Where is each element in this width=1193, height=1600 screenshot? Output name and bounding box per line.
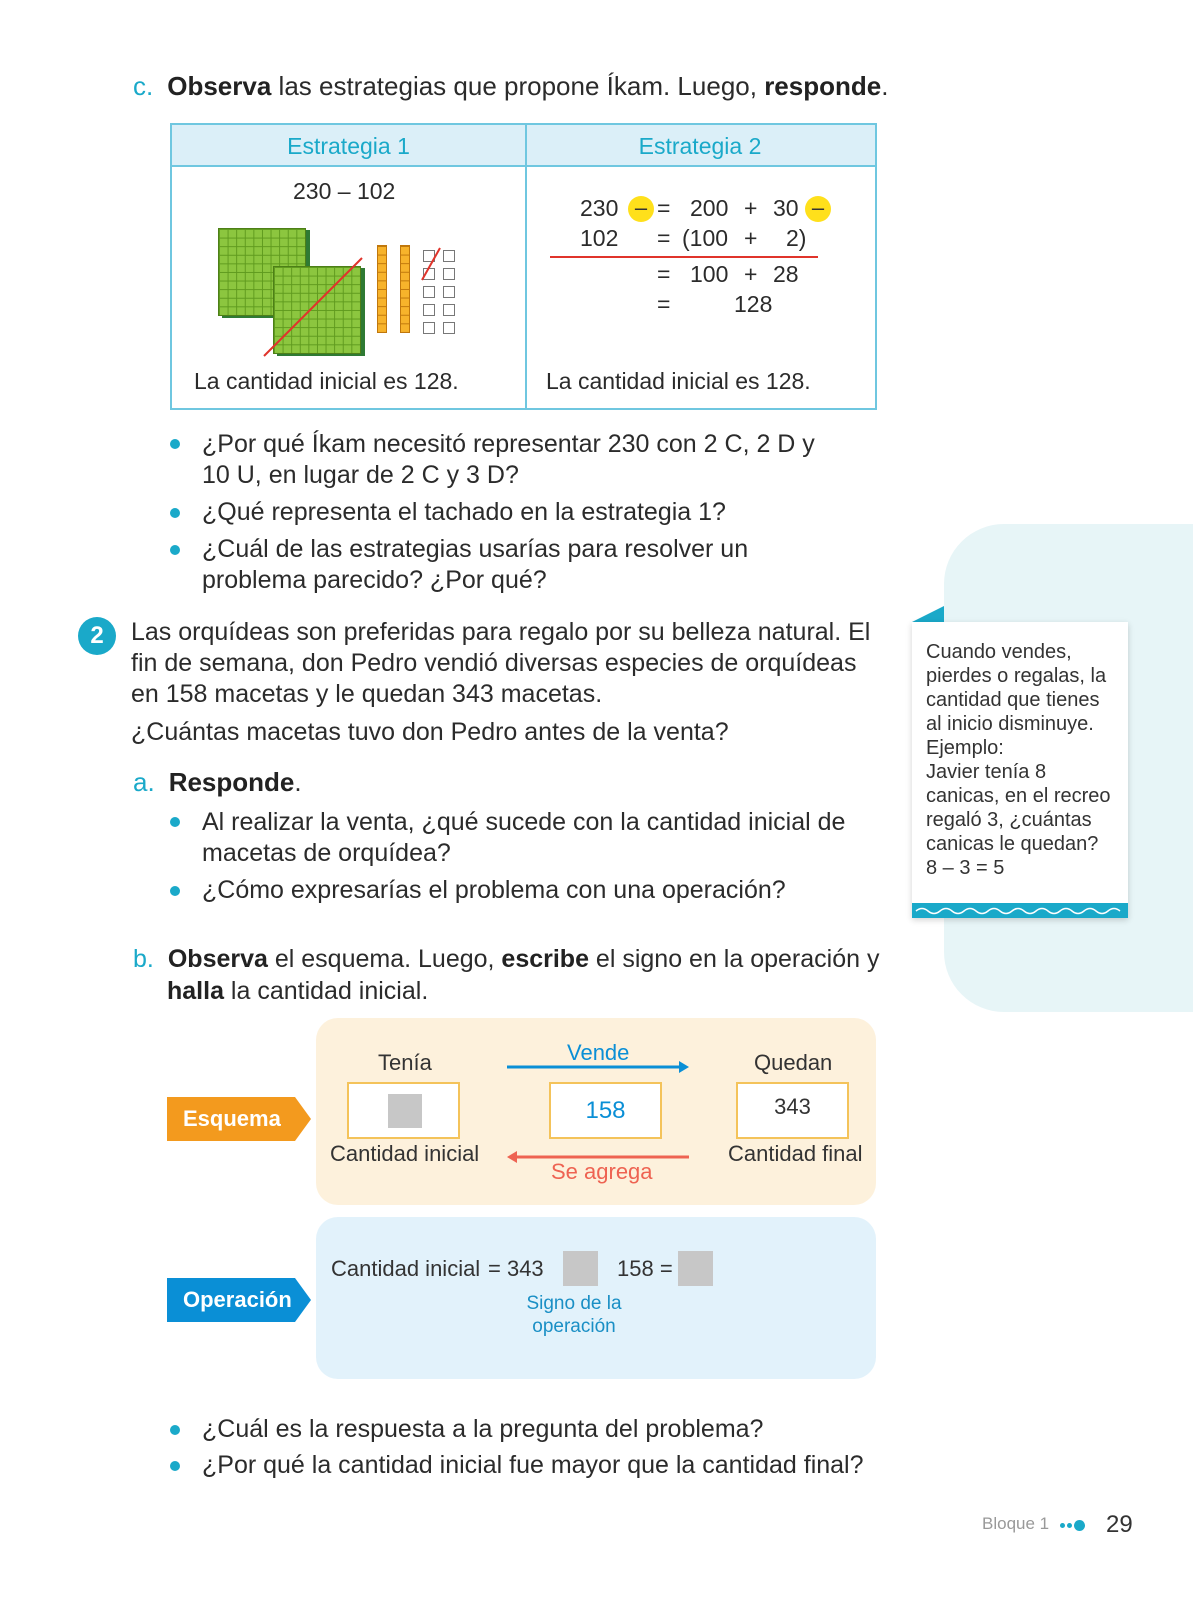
block-label: Bloque 1 xyxy=(982,1514,1050,1533)
strategy-1-operation: 230 – 102 xyxy=(293,178,396,204)
strategy-1-conclusion: La cantidad inicial es 128. xyxy=(194,368,459,394)
bullet-dot xyxy=(170,817,180,827)
part-letter: b. xyxy=(133,945,154,973)
step-equals: = xyxy=(657,195,671,221)
statement-line: Las orquídeas son preferidas para regalo por su belleza natural. El xyxy=(131,618,871,646)
note-line: Javier tenía 8 xyxy=(926,761,1047,783)
side-note-fold xyxy=(912,606,944,622)
problem-2-statement xyxy=(131,617,870,710)
initial-quantity-box[interactable] xyxy=(347,1082,460,1139)
initial-quantity-label: Cantidad inicial xyxy=(330,1141,480,1166)
final-question-1: ¿Cuál es la respuesta a la pregunta del problema? xyxy=(202,1415,764,1443)
step-value: 102 xyxy=(580,225,619,251)
question-a-2: ¿Cómo expresarías el problema con una operación? xyxy=(202,876,786,904)
verb: escribe xyxy=(501,945,589,973)
statement-line: fin de semana, don Pedro vendió diversas especies de orquídeas xyxy=(131,649,857,677)
operation-number: 158 = xyxy=(617,1256,673,1281)
problem-number-badge: 2 xyxy=(78,617,116,655)
bullet-dot xyxy=(170,886,180,896)
operation-sign-square[interactable] xyxy=(563,1251,598,1286)
question-a-1 xyxy=(202,807,845,869)
step-value: 28 xyxy=(773,261,799,287)
note-line: Ejemplo: xyxy=(926,737,1004,759)
bullet-dot xyxy=(170,439,180,449)
question-line: problema parecido? ¿Por qué? xyxy=(202,566,547,594)
final-quantity-label: Cantidad final xyxy=(728,1141,863,1166)
part-a-heading xyxy=(133,767,302,798)
schema-tag-arrow xyxy=(295,1097,311,1141)
question-c-2: ¿Qué representa el tachado en la estrategia 1? xyxy=(202,498,726,526)
strategy-2-header: Estrategia 2 xyxy=(525,125,875,167)
table-divider xyxy=(525,125,527,408)
tenia-label: Tenía xyxy=(378,1050,432,1075)
quedan-label: Quedan xyxy=(754,1050,833,1075)
final-quantity-box: 343 xyxy=(736,1082,849,1139)
operation-result-square[interactable] xyxy=(678,1251,713,1286)
step-equals: = xyxy=(657,261,671,287)
note-line: cantidad que tienes xyxy=(926,689,1100,711)
question-line: Al realizar la venta, ¿qué sucede con la cantidad inicial de xyxy=(202,808,846,836)
step-value: 200 xyxy=(690,195,729,221)
note-line: 8 – 3 = 5 xyxy=(926,857,1005,879)
base-ten-blocks xyxy=(216,228,476,358)
sign-caption xyxy=(506,1292,642,1338)
step-value: 230 xyxy=(580,195,619,221)
statement-line: en 158 macetas y le quedan 343 macetas. xyxy=(131,680,603,708)
verb: Observa xyxy=(167,71,272,101)
page-number: 29 xyxy=(1106,1511,1133,1538)
sold-quantity-box: 158 xyxy=(549,1082,662,1139)
vende-label: Vende xyxy=(567,1040,630,1065)
verb: Responde xyxy=(168,767,295,797)
minus-highlight: – xyxy=(805,196,831,222)
heading-text: las estrategias que propone Íkam. Luego, xyxy=(271,71,765,101)
step-value: 30 xyxy=(773,195,799,221)
heading-end: . xyxy=(294,767,302,797)
heading-end: . xyxy=(881,71,889,101)
heading-text: el esquema. Luego, xyxy=(267,945,502,973)
section-letter: c. xyxy=(133,71,154,101)
strategy-2-steps xyxy=(540,190,840,330)
part-letter: a. xyxy=(133,767,155,797)
step-equals: = xyxy=(657,291,671,317)
minus-highlight: – xyxy=(628,196,654,222)
step-value: 100 xyxy=(690,261,729,287)
step-equals: = xyxy=(657,225,671,251)
verb: Observa xyxy=(167,945,268,973)
heading-text: la cantidad inicial. xyxy=(223,977,429,1005)
caption-line: operación xyxy=(532,1316,616,1337)
question-line: ¿Cuál de las estrategias usarías para resolver un xyxy=(202,535,749,563)
question-line: ¿Por qué Íkam necesitó representar 230 con 2 C, 2 D y xyxy=(202,430,815,458)
bullet-dot xyxy=(170,1425,180,1435)
question-c-1 xyxy=(202,429,815,491)
verb: halla xyxy=(167,977,224,1005)
operation-tag: Operación xyxy=(167,1278,295,1322)
heading-text: el signo en la operación y xyxy=(588,945,880,973)
note-line: Cuando vendes, xyxy=(926,641,1072,663)
side-note-wave xyxy=(912,903,1128,918)
section-c-heading xyxy=(133,71,888,102)
bullet-dot xyxy=(170,1461,180,1471)
vende-arrow xyxy=(505,1060,691,1074)
caption-line: Signo de la xyxy=(526,1293,622,1314)
step-plus: + xyxy=(744,261,758,287)
step-plus: + xyxy=(744,195,758,221)
note-line: al inicio disminuye. xyxy=(926,713,1094,735)
question-line: 10 U, en lugar de 2 C y 3 D? xyxy=(202,461,519,489)
verb: responde xyxy=(764,71,882,101)
strategy-1-header: Estrategia 1 xyxy=(172,125,525,167)
problem-2-question: ¿Cuántas macetas tuvo don Pedro antes de la venta? xyxy=(131,718,729,746)
bullet-dot xyxy=(170,508,180,518)
operation-label: Cantidad inicial xyxy=(331,1256,481,1281)
side-note-text xyxy=(926,640,1124,880)
operation-tag-arrow xyxy=(295,1278,311,1322)
final-question-2: ¿Por qué la cantidad inicial fue mayor que la cantidad final? xyxy=(202,1451,864,1479)
question-c-3 xyxy=(202,534,748,596)
strategy-2-conclusion: La cantidad inicial es 128. xyxy=(546,368,811,394)
step-plus: + xyxy=(744,225,758,251)
step-value: (100 xyxy=(682,225,729,251)
step-value: 2) xyxy=(786,225,807,251)
blank-answer-square[interactable] xyxy=(388,1094,422,1128)
note-line: canicas le quedan? xyxy=(926,833,1099,855)
question-line: macetas de orquídea? xyxy=(202,839,451,867)
note-line: canicas, en el recreo xyxy=(926,785,1111,807)
bullet-dot xyxy=(170,545,180,555)
se-agrega-label: Se agrega xyxy=(551,1159,653,1184)
subtraction-line xyxy=(550,256,818,258)
operation-equals: = 343 xyxy=(488,1256,544,1281)
note-line: pierdes o regalas, la xyxy=(926,665,1107,687)
note-line: regaló 3, ¿cuántas xyxy=(926,809,1092,831)
part-b-heading xyxy=(133,943,879,1007)
schema-tag: Esquema xyxy=(167,1097,295,1141)
strike-lines xyxy=(216,228,476,358)
step-result: 128 xyxy=(734,291,773,317)
